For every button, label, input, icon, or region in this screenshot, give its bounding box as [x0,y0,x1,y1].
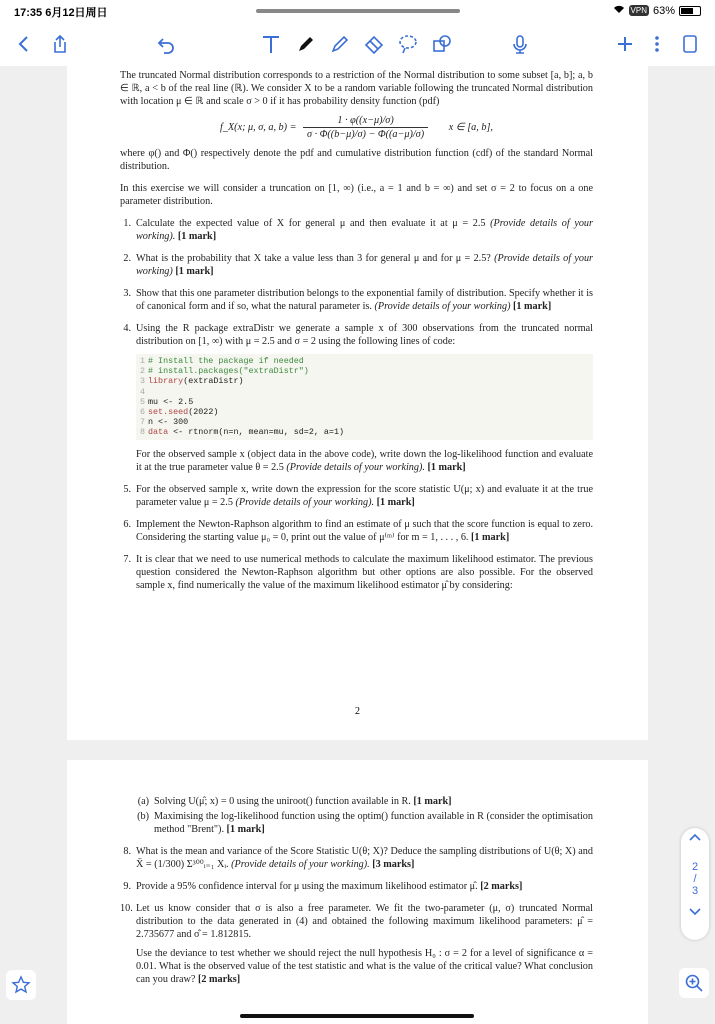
code-line-number: 5 [140,396,146,407]
status-right [613,4,701,17]
code-line-number: 3 [140,376,146,387]
page-down-icon[interactable] [681,907,709,920]
page-separator: / [693,873,697,885]
document-page-2 [67,58,648,740]
code-line [140,417,589,427]
pdf-denominator: σ · Φ((b−μ)/σ) − Φ((a−μ)/σ) [307,129,425,140]
page-up-icon[interactable] [681,832,709,845]
favorite-star-icon[interactable] [6,970,36,1000]
zoom-icon[interactable] [679,968,709,998]
page-number: 2 [355,706,360,717]
code-line [140,356,589,366]
home-indicator[interactable] [240,1014,474,1018]
pdf-numerator: 1 · φ((x−μ)/σ) [303,114,428,128]
code-text: (2022) [188,407,219,418]
code-keyword: set.seed [148,407,189,418]
question-9: 9. Provide a 95% confidence interval for μ using the maximum likelihood estimator μ̂. [2 marks] [123,881,523,892]
code-line-number: 1 [140,356,146,366]
lasso-icon[interactable] [394,30,422,58]
shapes-icon[interactable] [428,30,456,58]
pdf-condition: x ∈ [a, b], [448,121,493,133]
code-comment: # install.packages("extraDistr") [148,366,309,377]
pdf-formula [120,114,593,141]
code-text: mu <- 2.5 [148,396,194,407]
text-tool-icon[interactable] [257,30,285,58]
code-line-number: 6 [140,407,146,418]
pdf-lhs: f_X(x; μ, σ, a, b) = [220,121,297,133]
add-page-icon[interactable] [611,30,639,58]
code-line [140,366,589,376]
question-6: 6. Implement the Newton-Raphson algorithm to find an estimate of μ such that the score function is equal to zero. Considering the starting value μ₀ = 0, print out the value of μ⁽ᵐ⁾ for m = 1, . . . , 6. [1 mark] [123,518,593,543]
status-time: 17:35 6月12日周日 [14,7,108,19]
microphone-icon[interactable] [506,30,534,58]
code-line-number: 4 [140,386,146,397]
code-keyword: data [148,427,169,438]
question-2: 2. What is the probability that X take a value less than 3 for general μ and for μ = 2.5? (Provide details of your working) [1 mark] [123,253,594,277]
code-line [140,376,589,386]
code-text: n <- 300 [148,417,189,428]
intro-paragraph-2: where φ() and Φ() respectively denote the pdf and cumulative distribution function (cdf) of the standard Normal distribution. [120,148,593,172]
code-comment: # Install the package if needed [148,356,304,366]
code-block [136,354,593,440]
wifi-icon [613,4,625,17]
vpn-badge: VPN [630,6,647,15]
battery-icon [679,6,701,16]
intro-paragraph: The truncated Normal distribution corresponds to a restriction of the Normal distribution to some subset [a, b]; a, b ∈ ℝ, a < b of the real line (ℝ). We consider X to be a random variable following the truncated Normal distribution with location μ ∈ ℝ and scale σ > 0 if it has probability density function (pdf) [120,70,593,107]
intro-paragraph-3: In this exercise we will consider a truncation on [1, ∞) (i.e., a = 1 and b = ∞) and set σ = 2 to focus on a one parameter distribution. [120,183,593,207]
page-content [120,69,593,592]
page-total: 3 [691,885,699,897]
code-line [140,407,589,417]
pen-icon[interactable] [292,30,320,58]
page-navigator [681,828,709,940]
question-1: 1. Calculate the expected value of X for general μ and then evaluate it at μ = 2.5 (Provide details of your working). [1 mark] [123,218,593,242]
share-icon[interactable] [46,30,74,58]
code-line [140,397,589,407]
question-7b: (b) Maximising the log-likelihood function using the optim() function available in R (consider the optimisation method "Brent"). [1 mark] [137,811,593,835]
more-icon[interactable] [643,30,671,58]
question-3: 3. Show that this one parameter distribution belongs to the exponential family of distribution. Specify whether it is of canonical form and if so, what the natural parameter is. (Provide details of your working) [1 mark] [123,288,593,312]
eraser-icon[interactable] [360,30,388,58]
code-line [140,427,589,437]
page-current: 2 [691,861,699,873]
window-grabber[interactable] [256,9,460,13]
question-8: 8. What is the mean and variance of the Score Statistic U(θ; X)? Deduce the sampling distributions of U(θ; X) and X̄ = (1/300) Σ³⁰⁰ᵢ₌₁ Xᵢ. (Provide details of your working). [3 marks] [123,846,593,870]
code-text: (extraDistr) [183,376,244,387]
status-bar [0,0,715,22]
question-7a: (a) Solving U(μ̂; x) = 0 using the uniroot() function available in R. [1 mark] [137,796,452,807]
code-line [140,387,589,397]
highlighter-icon[interactable] [326,30,354,58]
code-keyword: library [148,376,184,387]
document-page-3 [67,760,648,1024]
question-4: 4. Using the R package extraDistr we generate a sample x of 300 observations from the truncated normal distribution on [1, ∞) with μ = 2.5 and σ = 2 using the following lines of code: 1 # Install the package if needed 2 # install.packages("extraDistr") 3 library(extraDistr) 4 5 mu <- 2.5 6 set.seed(2022) 7 n <- 300 8 data <- rtnorm(n=n, mean=mu, sd=2, a=1) For the observed sample x (object data in the above code), write down the log-likelihood function and evaluate it at the true parameter value θ = 2.5 (Provide details of your working). [1 mark] [123,323,593,473]
code-line-number: 2 [140,366,146,377]
page-content-2 [120,795,593,986]
code-line-number: 7 [140,417,146,428]
code-text: <- rtnorm(n=n, mean=mu, sd=2, a=1) [168,427,345,438]
back-icon[interactable] [10,30,38,58]
code-line-number: 8 [140,427,146,438]
page-view-icon[interactable] [676,30,704,58]
battery-percent: 63% [652,4,675,17]
question-5: 5. For the observed sample x, write down the expression for the score statistic U(μ; x) and evaluate it at the true parameter value μ = 2.5 (Provide details of your working). [1 mark] [123,483,593,508]
question-7: 7. It is clear that we need to use numerical methods to calculate the maximum likelihood estimator. The previous question considered the Newton-Raphson algorithm but other options are also possible. For the observed sample x, find numerically the value of the maximum likelihood estimator μ̂ by considering: [123,553,593,591]
undo-icon[interactable] [152,30,180,58]
question-10: 10. Let us know consider that σ is also a free parameter. We fit the two-parameter (μ, σ) truncated Normal distribution to the data generated in (4) and obtained the following maximum likelihood parameters: μ̂ = 2.735677 and σ̂ = 1.812815. Use the deviance to test whether we should reject the null hypothesis H₀ : σ = 2 for a level of significance α = 0.01. What is the observed value of the test statistic and what is the value of the critical value? What conclusion can you draw? [2 marks] [120,903,593,985]
